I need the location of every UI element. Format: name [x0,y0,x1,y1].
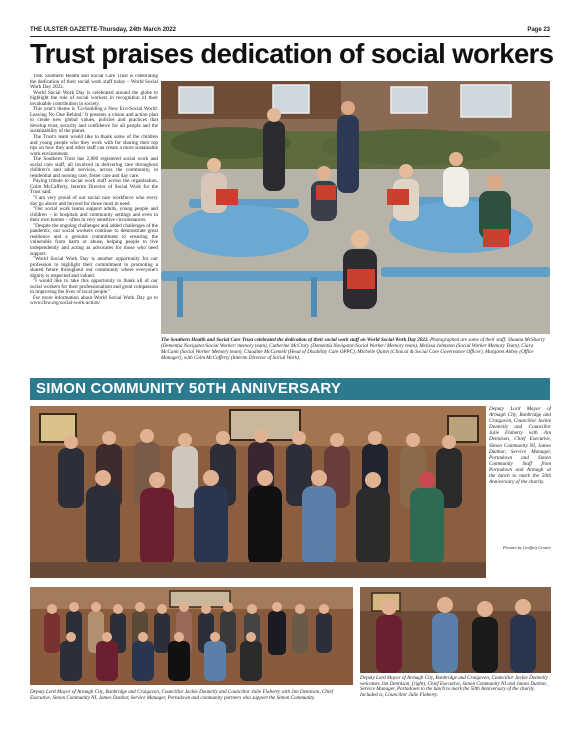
header-rule [30,36,550,37]
section-banner: SIMON COMMUNITY 50TH ANNIVERSARY [30,378,550,400]
article-paragraph: "I would like to take this opportunity to thank all of our social workers for their professionalism and great compassion in improving the lives of local people." [30,278,158,296]
social-workers-photo [161,81,550,334]
article-paragraph: "I am very proud of our social care workforce who every day go above and beyond for those most in need. [30,195,158,207]
article-paragraph: World Social Work Day is celebrated around the globe to highlight the role of social workers in recognition of their invaluable contribution in society. [30,89,158,107]
community-partners-photo [30,587,353,685]
simon-community-group-photo [30,406,486,578]
caption-rest: Photographed are some of their staff: Shauna McSharry (Dementia Navigator/Social Worker/ memory team), Catherine McCrory (Dementia Navigator/Social Worker/ Memory team), Melissa Johnston (Social Worker Memory Team), Ciara McCann (Social Worker Memory team), Claudine McConnell (Head of Disability Care OPPC), Michelle Quinn (Clinical & Social Care Governance Officer), Margaret Abbey (Office Manager), with Colm McCafferty (Interim Director of Social Work). [161,337,545,361]
page-header [30,27,550,37]
welcome-caption: Deputy Lord Mayor of Armagh City, Banbridge and Craigavon, Councillor Jackie Donnelly welcomes Jim Dennison, (right), Chief Executive, Simon Community NI and James Dunbar, Service Manager, Portadown to the lunch to mark the 50th Anniversary of the charity. Included is, Councillor Julie Flaherty. [360,675,548,699]
header-page-number: Page 23 [527,27,550,33]
simon-community-side-caption: Deputy Lord Mayor of Armagh City, Banbridge and Craigavon, Councillor Jackie Donnelly and Councillor Julie Flaherty with Jim Dennison, Chief Executive, Simon Community NI, James Dunbar, Service Manager, Portadown and Simon Community Staff from Portadown and Armagh at the lunch to mark the 50th Anniversary of the charity. [489,406,551,486]
article-paragraph: THE Southern Health and Social Care Trust is celebrating the dedication of their social work staff today – World Social Work Day 2022. [30,74,158,91]
welcome-photo [360,587,551,673]
article-headline: Trust praises dedication of social workers [30,38,554,69]
article-paragraph: "World Social Work Day is another opportunity for our profession to highlight their commitment to promoting a shared future throughout our community where everyone's dignity is respected and valued. [30,256,158,279]
article-body [30,74,158,368]
article-paragraph: Paying tribute to social work staff across the organisation, Colm McCafferty, Interim Director of Social Work for the Trust said: [30,178,158,196]
photo-credit: Pictures by Geoffrey Crozier [502,545,551,550]
social-workers-caption [161,338,550,374]
community-partners-caption: Deputy Lord Mayor of Armagh City, Banbridge and Craigavon, Councillor Jackie Donnelly and Councillor Julie Flaherty with Jim Dennison, Chief Executive, Simon Community NI, James Dunbar, Service Manager, Portadown and community partners who support the Simon Community. [30,689,334,701]
article-paragraph: "Our social work teams support adults, young people and children – in hospitals and community settings and even in their own homes – often in very sensitive circumstances. [30,206,158,224]
article-paragraph: The Southern Trust has 2,800 registered social work and social care staff, all involved in delivering care throughout children's and adult services, across the community, in residential and nursing care, foster care and day care. [30,156,158,179]
caption-lead: The Southern Health and Social Care Trust celebrated the dedication of their social work staff on World Social Work Day 2022. [161,337,429,343]
header-publication: THE ULSTER GAZETTE-Thursday, 24th March 2022 [30,27,176,33]
article-paragraph: This year's theme is 'Co-building a New Eco-Social World: Leaving No One Behind.' It presents a vision and action plan to create new global values, policies and practices that develop trust, security and confidence for all people and the sustainability of the planet. [30,106,158,135]
article-paragraph: "Despite the ongoing challenges and added challenges of the pandemic, our social workers continue to demonstrate great resilience and a genuine commitment to ensuring the vulnerable from harm or abuse, helping people to live independently and acting as advocates for those who need support. [30,222,158,257]
article-paragraph: For more information about World Social Work Day go to www.ifsw.org/social-work-action/ [30,294,158,307]
article-paragraph: The Trust's team would like to thank some of the children and young people who they work with for sharing their top tips on how they and other staff can create a more sustainable work environment. [30,134,158,157]
